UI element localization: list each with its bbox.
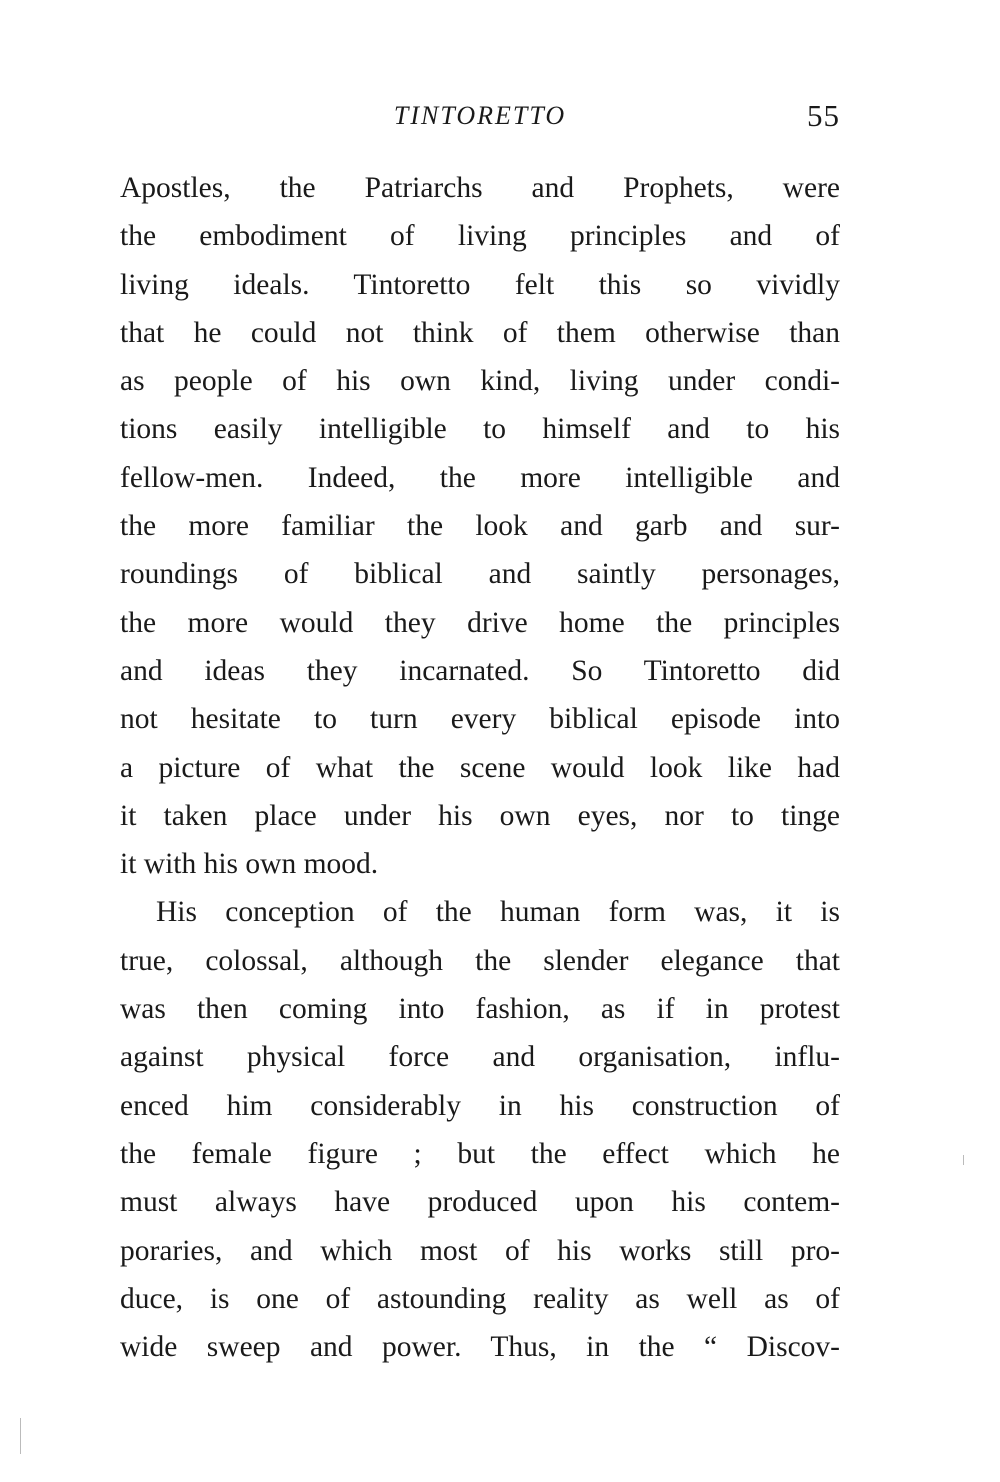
scan-artifact-mark	[20, 1418, 21, 1454]
text-line: and ideas they incarnated. So Tintoretto did	[120, 654, 840, 687]
text-line: living ideals. Tintoretto felt this so vividly	[120, 268, 840, 301]
text-line: it with his own mood.	[120, 848, 379, 881]
text-line: that he could not think of them otherwise than	[120, 316, 840, 349]
text-line: as people of his own kind, living under condi-	[120, 365, 840, 398]
text-line: a picture of what the scene would look like had	[120, 751, 840, 784]
text-line: against physical force and organisation, influ-	[120, 1041, 840, 1074]
text-line: not hesitate to turn every biblical episode into	[120, 703, 840, 736]
page-number: 55	[807, 98, 840, 133]
text-line: His conception of the human form was, it is	[156, 896, 840, 929]
text-line: poraries, and which most of his works still pro-	[120, 1234, 840, 1267]
text-line: fellow-men. Indeed, the more intelligible and	[120, 461, 840, 494]
body-text	[120, 164, 840, 1371]
text-line: tions easily intelligible to himself and to his	[120, 413, 840, 446]
text-line: the female figure ; but the effect which he	[120, 1137, 840, 1170]
text-line: Apostles, the Patriarchs and Prophets, were	[120, 172, 840, 204]
text-line: duce, is one of astounding reality as well as of	[120, 1282, 840, 1315]
text-line: the more would they drive home the principles	[120, 606, 840, 639]
text-line: roundings of biblical and saintly personages,	[120, 558, 840, 591]
text-line: must always have produced upon his contem-	[120, 1186, 840, 1219]
text-line: wide sweep and power. Thus, in the “ Discov-	[120, 1331, 840, 1364]
text-line: the embodiment of living principles and of	[120, 220, 840, 253]
running-header	[120, 94, 840, 138]
text-line: it taken place under his own eyes, nor to tinge	[120, 799, 840, 832]
text-line: enced him considerably in his construction of	[120, 1089, 840, 1122]
text-line: the more familiar the look and garb and sur-	[120, 510, 840, 543]
text-line: true, colossal, although the slender elegance that	[120, 944, 840, 977]
text-line: was then coming into fashion, as if in protest	[120, 993, 840, 1026]
running-title: TINTORETTO	[393, 101, 567, 130]
scan-artifact-mark	[963, 1155, 964, 1165]
